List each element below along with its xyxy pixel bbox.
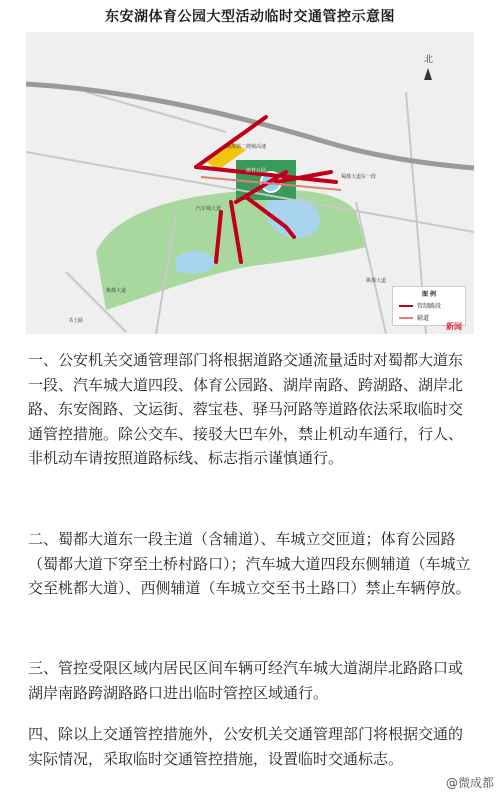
legend-swatch-controlled bbox=[399, 305, 413, 307]
map-watermark: 新闻 bbox=[446, 322, 462, 331]
legend-label: 管制路段 bbox=[417, 303, 442, 310]
label-expressway: 成都第二绕城高速 bbox=[226, 144, 267, 150]
paragraph-4: 四、除以上交通管控措施外，公安机关交通管理部门将根据交通的实际情况，采取临时交通管控措施，设置临时交通标志。 bbox=[28, 725, 464, 768]
traffic-control-map bbox=[26, 32, 474, 334]
paragraph-2: 二、蜀都大道东一段主道（含辅道）、车城立交匝道；体育公园路（蜀都大道下穿至土桥村路口）；汽车城大道四段东侧辅道（车城立交至桃都大道）、西侧辅道（车城立交至书土路口）禁止车辆停放。 bbox=[28, 530, 471, 597]
legend-label: 辅道 bbox=[417, 315, 430, 322]
paragraph-1: 一、公安机关交通管理部门将根据道路交通流量适时对蜀都大道东一段、汽车城大道四段、体育公园路、湖岸南路、跨湖路、湖岸北路、东安阁路、文运街、蓉宝巷、驿马河路等道路依法采取临时交通管控措施。除公交车、接驳大巴车外，禁止机动车通行，行人、非机动车请按照道路标线、标志指示谨慎通行。 bbox=[28, 351, 464, 467]
compass-label: 北 bbox=[424, 55, 434, 65]
page-title: 东安湖体育公园大型活动临时交通管控示意图 bbox=[105, 9, 395, 25]
label-road-a: 蜀都大道东一段 bbox=[341, 174, 377, 180]
paragraph-3: 三、管控受限区域内居民区间车辆可经汽车城大道湖岸北路路口或湖岸南路跨湖路路口进出临时管控区域通行。 bbox=[28, 659, 464, 702]
label-venue: 体育公园 bbox=[246, 168, 267, 174]
map-legend bbox=[392, 286, 466, 326]
weibo-watermark: @微成都 bbox=[445, 776, 494, 790]
legend-swatch-aux bbox=[399, 317, 413, 319]
legend-item bbox=[399, 301, 465, 310]
label-road-b: 汽车城大道 bbox=[196, 206, 222, 212]
compass-arrow-icon bbox=[424, 68, 432, 80]
label-road-d: 书土路 bbox=[68, 318, 84, 324]
label-road-e: 桃都大道 bbox=[366, 278, 387, 284]
label-road-c: 桃都大道 bbox=[106, 288, 127, 294]
legend-title: 图 例 bbox=[421, 291, 437, 298]
